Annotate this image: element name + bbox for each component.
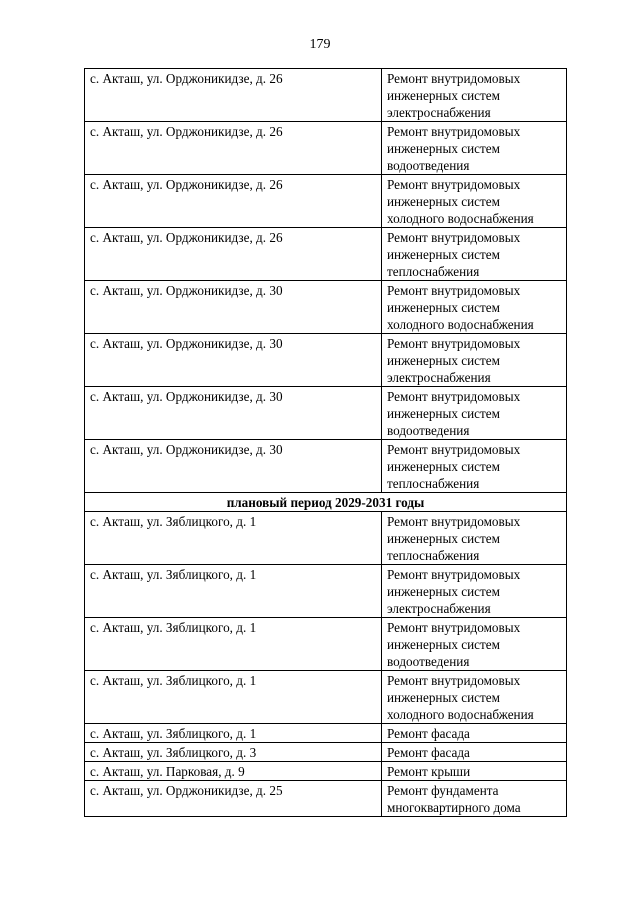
section-title: плановый период 2029-2031 годы [85, 493, 567, 512]
table-row [85, 512, 567, 565]
table-row [85, 387, 567, 440]
table-row [85, 175, 567, 228]
table-row [85, 122, 567, 175]
work-type-line: инженерных систем [387, 690, 500, 705]
work-type-line: Ремонт фундамента [387, 783, 499, 798]
table-row [85, 618, 567, 671]
work-type-cell [382, 762, 567, 781]
table-row [85, 228, 567, 281]
table-row [85, 334, 567, 387]
table-row [85, 743, 567, 762]
address-cell: с. Акташ, ул. Парковая, д. 9 [85, 762, 382, 781]
work-type-line: инженерных систем [387, 247, 500, 262]
table-row [85, 762, 567, 781]
address-cell: с. Акташ, ул. Орджоникидзе, д. 26 [85, 228, 382, 281]
table-row [85, 565, 567, 618]
work-type-line: электроснабжения [387, 105, 491, 120]
work-type-line: Ремонт внутридомовых [387, 567, 521, 582]
work-type-line: Ремонт внутридомовых [387, 673, 521, 688]
work-type-line: инженерных систем [387, 459, 500, 474]
work-type-line: теплоснабжения [387, 264, 480, 279]
work-type-cell [382, 281, 567, 334]
work-type-line: Ремонт внутридомовых [387, 177, 521, 192]
work-type-line: Ремонт внутридомовых [387, 514, 521, 529]
work-type-cell [382, 512, 567, 565]
work-type-line: водоотведения [387, 423, 470, 438]
table-row [85, 671, 567, 724]
table-row [85, 281, 567, 334]
work-type-line: Ремонт внутридомовых [387, 124, 521, 139]
work-type-line: инженерных систем [387, 194, 500, 209]
address-cell: с. Акташ, ул. Зяблицкого, д. 1 [85, 671, 382, 724]
work-type-line: холодного водоснабжения [387, 317, 534, 332]
work-type-line: электроснабжения [387, 370, 491, 385]
work-type-line: Ремонт внутридомовых [387, 283, 521, 298]
work-type-cell [382, 69, 567, 122]
work-type-line: многоквартирного дома [387, 800, 521, 815]
work-type-cell [382, 781, 567, 817]
work-type-cell [382, 228, 567, 281]
work-type-cell [382, 122, 567, 175]
address-cell: с. Акташ, ул. Орджоникидзе, д. 30 [85, 334, 382, 387]
work-type-line: инженерных систем [387, 584, 500, 599]
work-type-line: теплоснабжения [387, 476, 480, 491]
work-type-line: инженерных систем [387, 531, 500, 546]
work-type-line: Ремонт внутридомовых [387, 442, 521, 457]
address-cell: с. Акташ, ул. Орджоникидзе, д. 30 [85, 387, 382, 440]
work-type-cell [382, 565, 567, 618]
address-cell: с. Акташ, ул. Орджоникидзе, д. 26 [85, 69, 382, 122]
address-cell: с. Акташ, ул. Орджоникидзе, д. 25 [85, 781, 382, 817]
work-type-line: Ремонт внутридомовых [387, 230, 521, 245]
work-type-cell [382, 671, 567, 724]
work-type-line: водоотведения [387, 654, 470, 669]
work-type-line: Ремонт внутридомовых [387, 620, 521, 635]
work-type-line: водоотведения [387, 158, 470, 173]
address-cell: с. Акташ, ул. Зяблицкого, д. 1 [85, 724, 382, 743]
address-cell: с. Акташ, ул. Зяблицкого, д. 1 [85, 618, 382, 671]
address-cell: с. Акташ, ул. Зяблицкого, д. 3 [85, 743, 382, 762]
table-row [85, 724, 567, 743]
address-cell: с. Акташ, ул. Орджоникидзе, д. 26 [85, 175, 382, 228]
work-type-cell [382, 743, 567, 762]
address-cell: с. Акташ, ул. Зяблицкого, д. 1 [85, 512, 382, 565]
work-type-line: Ремонт крыши [387, 764, 471, 779]
work-type-line: Ремонт внутридомовых [387, 336, 521, 351]
work-type-line: Ремонт внутридомовых [387, 389, 521, 404]
address-cell: с. Акташ, ул. Орджоникидзе, д. 30 [85, 440, 382, 493]
work-type-cell [382, 724, 567, 743]
work-type-line: Ремонт внутридомовых [387, 71, 521, 86]
work-type-cell [382, 618, 567, 671]
work-type-cell [382, 440, 567, 493]
work-type-line: инженерных систем [387, 637, 500, 652]
address-cell: с. Акташ, ул. Орджоникидзе, д. 30 [85, 281, 382, 334]
work-type-line: теплоснабжения [387, 548, 480, 563]
work-type-cell [382, 387, 567, 440]
work-type-line: инженерных систем [387, 141, 500, 156]
table-row [85, 781, 567, 817]
works-table-body [85, 69, 567, 817]
work-type-line: электроснабжения [387, 601, 491, 616]
works-table [84, 68, 567, 817]
work-type-cell [382, 334, 567, 387]
section-header-row [85, 493, 567, 512]
address-cell: с. Акташ, ул. Орджоникидзе, д. 26 [85, 122, 382, 175]
work-type-line: инженерных систем [387, 353, 500, 368]
work-type-line: холодного водоснабжения [387, 707, 534, 722]
work-type-line: Ремонт фасада [387, 726, 470, 741]
work-type-cell [382, 175, 567, 228]
table-row [85, 440, 567, 493]
work-type-line: холодного водоснабжения [387, 211, 534, 226]
address-cell: с. Акташ, ул. Зяблицкого, д. 1 [85, 565, 382, 618]
work-type-line: инженерных систем [387, 300, 500, 315]
work-type-line: инженерных систем [387, 88, 500, 103]
work-type-line: Ремонт фасада [387, 745, 470, 760]
page-number: 179 [309, 37, 331, 52]
table-row [85, 69, 567, 122]
work-type-line: инженерных систем [387, 406, 500, 421]
